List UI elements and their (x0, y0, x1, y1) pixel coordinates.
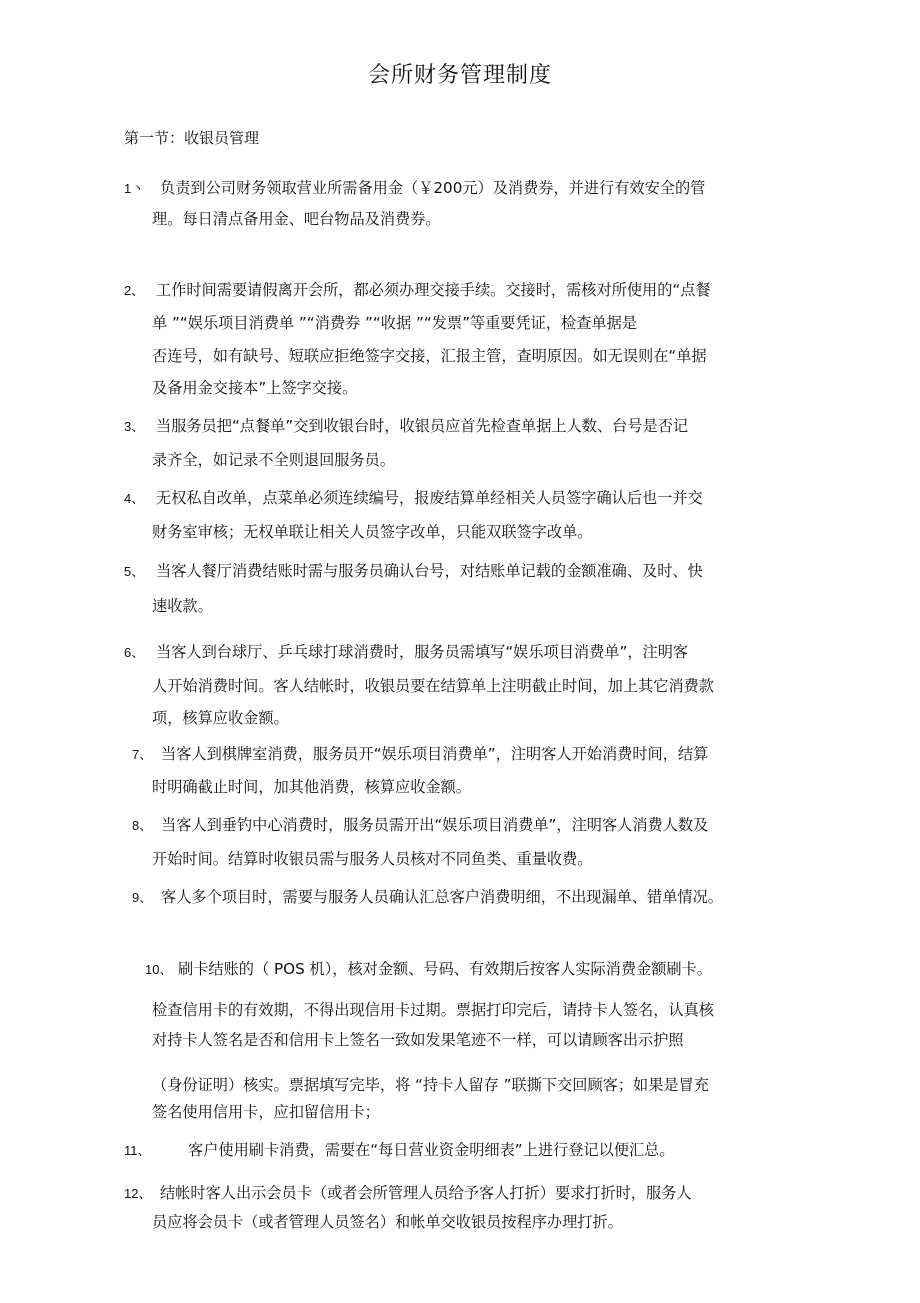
item-text-line: 无权私自改单，点菜单必须连续编号，报废结算单经相关人员签字确认后也一并交 (156, 489, 703, 507)
item-text-line: 刷卡结账的（ POS 机），核对金额、号码、有效期后按客人实际消费金额刷卡。 (178, 960, 712, 978)
item-text-line: 当客人到垂钓中心消费时，服务员需开出“娱乐项目消费单”，注明客人消费人数及 (161, 816, 709, 834)
item-text-line: 结帐时客人出示会员卡（或者会所管理人员给予客人打折）要求打折时，服务人 (160, 1184, 692, 1202)
item-text-line: 财务室审核；无权单联让相关人员签字改单，只能双联签字改单。 (152, 523, 593, 541)
item-text-line: 签名使用信用卡，应扣留信用卡； (152, 1103, 380, 1121)
item-text-line: 否连号，如有缺号、短联应拒绝签字交接，汇报主管，查明原因。如无误则在“单据 (152, 347, 707, 365)
item-number: 9、 (132, 890, 153, 905)
item-number: 6、 (124, 645, 145, 660)
item-number: 4、 (124, 491, 145, 506)
item-text-line: 当客人到台球厅、乒乓球打球消费时，服务员需填写“娱乐项目消费单”，注明客 (156, 643, 689, 661)
item-text-line: 员应将会员卡（或者管理人员签名）和帐单交收银员按程序办理打折。 (152, 1213, 623, 1231)
item-number: 8、 (132, 818, 153, 833)
item-number: 10、 (145, 962, 173, 977)
item-text-line: 客户使用刷卡消费，需要在“每日营业资金明细表”上进行登记以便汇总。 (188, 1141, 675, 1159)
item-number: 2、 (124, 283, 145, 298)
item-text-line: 及备用金交接本”上签字交接。 (152, 379, 358, 397)
item-text-line: 开始时间。结算时收银员需与服务人员核对不同鱼类、重量收费。 (152, 850, 593, 868)
item-number: 3、 (124, 419, 145, 434)
section-heading: 第一节：收银员管理 (124, 129, 260, 147)
item-number: 12、 (124, 1186, 152, 1201)
item-number: 5、 (124, 564, 145, 579)
item-number: 1丶 (124, 181, 145, 196)
item-text-line: 对持卡人签名是否和信用卡上签名一致如发果笔迹不一样，可以请顾客出示护照 (152, 1031, 684, 1049)
item-text-line: 人开始消费时间。客人结帐时，收银员要在结算单上注明截止时间，加上其它消费款 (152, 677, 714, 695)
item-text-line: 项，核算应收金额。 (152, 709, 289, 727)
item-text-line: 客人多个项目时，需要与服务人员确认汇总客户消费明细，不出现漏单、错单情况。 (161, 888, 723, 906)
document-title: 会所财务管理制度 (367, 63, 552, 88)
item-text-line: 理。每日清点备用金、吧台物品及消费券。 (152, 210, 441, 228)
item-text-line: 当客人餐厅消费结账时需与服务员确认台号，对结账单记载的金额准确、及时、快 (156, 562, 703, 580)
item-text-line: 录齐全，如记录不全则退回服务员。 (152, 451, 395, 469)
item-text-line: 负责到公司财务领取营业所需备用金（￥200元）及消费券，并进行有效安全的管 (160, 179, 706, 197)
item-number: 11、 (124, 1143, 151, 1158)
item-text-line: 单 ”“娱乐项目消费单 ”“消费券 ”“收据 ”“发票”等重要凭证，检查单据是 (152, 314, 637, 332)
item-text-line: 当客人到棋牌室消费，服务员开“娱乐项目消费单”，注明客人开始消费时间，结算 (161, 745, 709, 763)
item-text-line: 当服务员把“点餐单”交到收银台时，收银员应首先检查单据上人数、台号是否记 (156, 417, 689, 435)
item-text-line: 时明确截止时间，加其他消费，核算应收金额。 (152, 778, 471, 796)
item-text-line: 工作时间需要请假离开会所，都必须办理交接手续。交接时，需核对所使用的“点餐 (156, 281, 711, 299)
item-text-line: 速收款。 (152, 597, 213, 615)
item-text-line: （身份证明）核实。票据填写完毕，将 “持卡人留存 ”联撕下交回顾客；如果是冒充 (152, 1076, 709, 1094)
item-text-line: 检查信用卡的有效期，不得出现信用卡过期。票据打印完后，请持卡人签名，认真核 (152, 1001, 714, 1019)
item-number: 7、 (132, 747, 153, 762)
